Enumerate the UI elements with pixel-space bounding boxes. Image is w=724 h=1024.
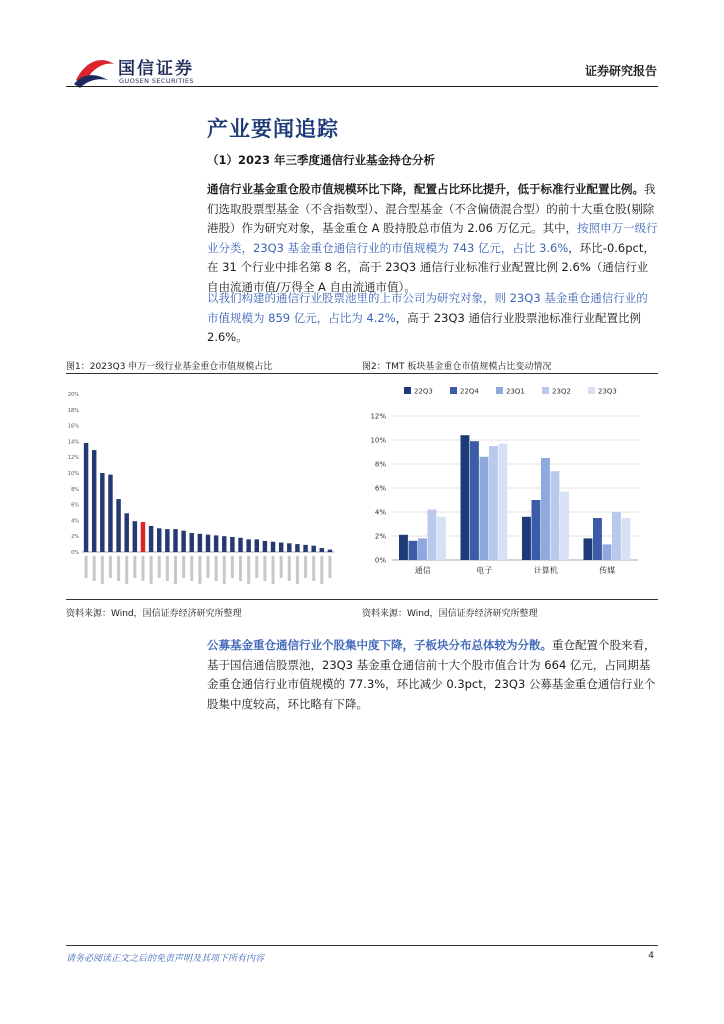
paragraph-stock-pool [207,289,659,348]
legend-swatch [542,387,549,394]
industry-bar [320,548,324,552]
tmt-share-grouped-bar-chart [362,378,654,592]
category-label-mark [328,556,331,578]
paragraph-lead: 通信行业基金重仓股市值规模环比下降，配置占比环比提升，低于标准行业配置比例。 [207,182,644,196]
header-divider [66,86,658,87]
y-tick-label: 16% [67,423,79,430]
tmt-bar-23Q3 [560,492,569,560]
category-label-mark [215,556,218,581]
tmt-bar-22Q4 [470,441,479,560]
tmt-bar-23Q3 [622,518,631,560]
footer-divider [66,945,658,946]
figure-2-title: 图2：TMT 板块基金重仓市值规模占比变动情况 [362,362,552,372]
tmt-bar-22Q3 [522,517,531,560]
industry-bar [295,544,299,552]
y-tick-label: 6% [71,502,79,509]
industry-bar [173,529,177,552]
industry-bar [230,537,234,552]
y-tick-label: 4% [374,508,386,517]
y-tick-label: 8% [374,460,386,469]
y-tick-label: 2% [71,534,79,541]
industry-bar [116,499,120,552]
tmt-bar-23Q2 [489,446,498,560]
guosen-logo [72,50,200,90]
category-label-mark [166,556,169,581]
category-label-mark [198,556,201,584]
paragraph-concentration [207,636,659,714]
tmt-bar-23Q1 [541,458,550,560]
paragraph-text: 重仓配置个股来看，基于国信通信股票池，23Q3 基金重仓通信前十大个股市值合计为 664 亿元，占同期基金重仓通信行业市值规模的 77.3%，环比减少 0.3pct，23Q3 公募基金重仓通信行业个股集中度较高，环比略有下降。 [207,638,656,711]
tmt-bar-22Q4 [593,518,602,560]
industry-bar [190,533,194,552]
category-label-mark [190,556,193,581]
y-tick-label: 12% [67,455,79,462]
industry-bar [84,443,88,552]
tmt-bar-22Q3 [584,538,593,560]
logo-chinese-text: 国信证券 [118,59,194,79]
industry-bar [206,535,210,552]
industry-bar [157,528,161,552]
legend-label: 23Q1 [506,387,525,396]
legend-swatch [450,387,457,394]
category-label-mark [304,556,307,578]
legend-label: 22Q3 [414,387,433,396]
y-tick-label: 10% [67,471,79,477]
industry-bar [92,450,96,552]
industry-bar [100,473,104,552]
industry-bar [181,531,185,552]
industry-bar [271,542,275,552]
legend-label: 23Q3 [598,387,617,396]
x-category-label: 电子 [476,566,493,575]
paragraph-text: 我们选取股票型基金（不含指数型）、混合型基金（不含偏债混合型）的前十大重仓股(剔除港股）作为研究对象，基金重仓 A 股持股总市值为 2.06 万亿元。其中， [207,182,656,235]
industry-bar [328,550,332,552]
y-tick-label: 0% [71,550,79,556]
y-tick-label: 8% [71,486,79,493]
industry-bar [198,534,202,552]
category-label-mark [93,556,96,581]
legend-swatch [588,387,595,394]
industry-bar [124,513,128,552]
y-tick-label: 0% [374,556,386,565]
category-label-mark [125,556,128,584]
category-label-mark [158,556,161,578]
category-label-mark [280,556,283,578]
disclaimer-link[interactable]: 请务必阅读正文之后的免责声明及其项下所有内容 [66,954,265,964]
category-label-mark [223,556,226,584]
figure-1-source: 资料来源：Wind，国信证券经济研究所整理 [66,609,242,619]
legend-label: 23Q2 [552,387,571,396]
y-tick-label: 10% [370,436,386,445]
page-number: 4 [648,951,654,961]
category-label-mark [117,556,120,581]
section-title: 产业要闻追踪 [207,117,339,141]
y-tick-label: 18% [67,407,79,414]
y-tick-label: 4% [71,518,79,525]
tmt-bar-23Q1 [480,457,489,560]
tmt-bar-23Q2 [551,471,560,560]
figure-2-source: 资料来源：Wind，国信证券经济研究所整理 [362,609,538,619]
category-label-mark [174,556,177,584]
y-tick-label: 12% [370,412,386,421]
category-label-mark [109,556,112,578]
industry-share-bar-chart [66,380,348,592]
tmt-bar-22Q3 [461,435,470,560]
y-tick-label: 6% [374,484,386,493]
paragraph-highlight: 按照申万一级行业分类，23Q3 基金重仓通信行业的市值规模为 743 亿元，占比 3.6% [207,221,658,255]
y-tick-label: 20% [67,392,79,398]
category-label-mark [288,556,291,581]
x-category-label: 传媒 [599,566,616,575]
logo-english-text: GUOSEN SECURITIES [119,77,194,85]
category-label-mark [133,556,136,578]
figure-top-rule [66,373,658,374]
category-label-mark [320,556,323,584]
legend-swatch [496,387,503,394]
sub-heading: （1）2023 年三季度通信行业基金持仓分析 [207,153,436,167]
category-label-mark [231,556,234,578]
industry-bar [246,539,250,552]
category-label-mark [101,556,104,584]
tmt-bar-23Q3 [437,517,446,560]
industry-bar [263,541,267,552]
paragraph-text: ，高于 23Q3 通信行业股票池标准行业配置比例 2.6%。 [207,310,641,344]
tmt-bar-22Q4 [409,541,418,560]
category-label-mark [296,556,299,584]
category-label-mark [207,556,210,578]
category-label-mark [255,556,258,578]
industry-bar [303,545,307,552]
industry-bar [165,529,169,552]
industry-bar [108,475,112,552]
category-label-mark [263,556,266,581]
paragraph-highlight: 以我们构建的通信行业股票池里的上市公司为研究对象，则 23Q3 基金重仓通信行业的市值规模为 859 亿元，占比为 4.2% [207,291,648,325]
tmt-bar-23Q2 [612,512,621,560]
figure-1-title: 图1：2023Q3 申万一级行业基金重仓市值规模占比 [66,362,273,372]
industry-bar [255,539,259,552]
category-label-mark [247,556,250,584]
paragraph-text: ，环比-0.6pct，在 31 个行业中排名第 8 名，高于 23Q3 通信行业标准行业配置比例 2.6%（通信行业自由流通市值/万得全 A 自由流通市值）。 [207,240,655,294]
paragraph-fund-holdings [207,180,659,297]
x-category-label: 计算机 [533,566,558,575]
industry-bar [222,536,226,552]
category-label-mark [150,556,153,584]
industry-bar [311,546,315,552]
paragraph-highlight: 公募基金重仓通信行业个股集中度下降，子板块分布总体较为分散。 [207,638,552,652]
category-label-mark [239,556,242,581]
x-category-label: 通信 [414,566,431,575]
industry-bar [133,521,137,552]
industry-bar [214,535,218,552]
report-type-label: 证券研究报告 [584,64,657,78]
category-label-mark [182,556,185,578]
category-label-mark [272,556,275,584]
tmt-bar-23Q2 [428,510,437,560]
industry-bar [279,543,283,552]
category-label-mark [312,556,315,581]
legend-label: 22Q4 [460,387,479,396]
tmt-bar-23Q3 [499,444,508,560]
y-tick-label: 14% [67,439,79,446]
tmt-bar-23Q1 [418,538,427,560]
tmt-bar-22Q3 [399,535,408,560]
guosen-logo-mark-icon [72,50,116,90]
industry-bar [149,526,153,552]
tmt-bar-23Q1 [603,544,612,560]
category-label-mark [141,556,144,581]
tmt-bar-22Q4 [532,500,541,560]
y-tick-label: 2% [374,532,386,541]
legend-swatch [404,387,411,394]
industry-bar [287,543,291,552]
industry-bar [238,538,242,552]
figure-bottom-rule [66,599,658,600]
category-label-mark [85,556,88,578]
industry-bar [141,522,145,552]
